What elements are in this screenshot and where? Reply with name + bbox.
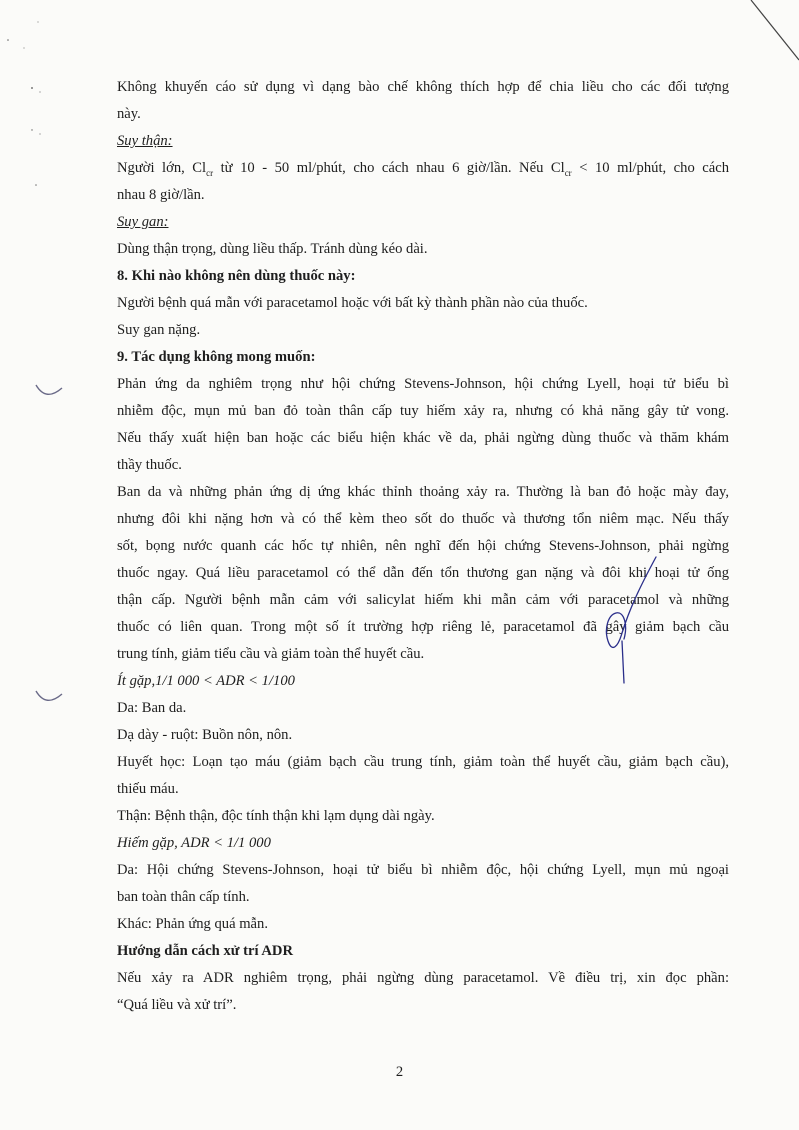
punch-hole-mark: [34, 382, 64, 404]
paragraph-line: thầy thuốc.: [117, 457, 182, 473]
paragraph: Huyết học: Loạn tạo máu (giảm bạch cầu trung tính, giảm toàn thể huyết cầu, giảm bạch cầu),: [117, 754, 729, 770]
frequency-heading-rare: Hiếm gặp, ADR < 1/1 000: [117, 835, 271, 851]
paragraph: Người lớn, $Cl_{cr}$ từ 10 - 50 ml/phút, cho cách nhau 6 giờ/lần. Nếu $Cl_{cr} < 10$ ml/phút, cho cách: [117, 160, 730, 178]
subheading-renal: Suy thận:: [117, 133, 173, 149]
frequency-heading-uncommon: Ít gặp,1/1 000 < ADR < 1/100: [117, 673, 295, 689]
paragraph: Da: Ban da.: [117, 700, 187, 716]
paragraph-line: Phản ứng da nghiêm trọng như hội chứng Stevens-Johnson, hội chứng Lyell, hoại tử biểu bì: [117, 376, 729, 392]
paragraph: Dạ dày - ruột: Buồn nôn, nôn.: [117, 727, 293, 743]
paragraph: Người bệnh quá mẫn với paracetamol hoặc với bất kỳ thành phần nào của thuốc.: [117, 295, 588, 311]
paragraph-line: thận cấp. Người bệnh mẫn cảm với salicylat hiếm khi mẫn cảm với paracetamol và những: [117, 592, 729, 608]
paragraph: Thận: Bệnh thận, độc tính thận khi lạm dụng dài ngày.: [117, 808, 435, 824]
paragraph: Dùng thận trọng, dùng liều thấp. Tránh dùng kéo dài.: [117, 241, 428, 257]
section-heading-adr: Hướng dẫn cách xử trí ADR: [117, 943, 294, 959]
paragraph: nhau 8 giờ/lần.: [117, 187, 205, 203]
punch-hole-mark: [34, 688, 64, 710]
paragraph-line: trung tính, giảm tiểu cầu và giảm toàn thể huyết cầu.: [117, 646, 425, 662]
subheading-hepatic: Suy gan:: [117, 214, 169, 230]
paragraph: “Quá liều và xử trí”.: [117, 997, 237, 1013]
page-number: 2: [395, 1064, 404, 1080]
paragraph-line: nhưng đôi khi nặng hơn và có thể kèm theo sốt do thuốc và thương tổn niêm mạc. Nếu thấy: [117, 511, 729, 527]
scan-fold-mark: [739, 0, 799, 80]
paragraph-line: Ban da và những phản ứng dị ứng khác thỉnh thoảng xảy ra. Thường là ban đỏ hoặc mày đay,: [117, 484, 729, 500]
paragraph-line: Nếu thấy xuất hiện ban hoặc các biểu hiện khác về da, phải ngừng dùng thuốc và thăm khám: [117, 430, 729, 446]
paragraph: Khác: Phản ứng quá mẫn.: [117, 916, 268, 932]
paragraph-line: sốt, bọng nước quanh các hốc tự nhiên, nên nghĩ đến hội chứng Stevens-Johnson, phải ngừng: [117, 538, 729, 554]
paragraph: thiếu máu.: [117, 781, 179, 797]
paragraph-line: thuốc có liên quan. Trong một số ít trường hợp riêng lẻ, paracetamol đã gây giảm bạch cầu: [117, 619, 729, 635]
paragraph: ban toàn thân cấp tính.: [117, 889, 250, 905]
paragraph: Nếu xảy ra ADR nghiêm trọng, phải ngừng dùng paracetamol. Về điều trị, xin đọc phần:: [117, 970, 729, 986]
paragraph-line: nhiễm độc, mụn mủ ban đỏ toàn thân cấp tuy hiếm xảy ra, nhưng có khả năng gây tử vong.: [117, 403, 729, 419]
section-heading-9: 9. Tác dụng không mong muốn:: [117, 349, 316, 365]
scan-specks: [0, 0, 60, 200]
paragraph: này.: [117, 106, 141, 122]
paragraph: Da: Hội chứng Stevens-Johnson, hoại tử biểu bì nhiễm độc, hội chứng Lyell, mụn mủ ngoại: [117, 862, 729, 878]
paragraph: Không khuyến cáo sử dụng vì dạng bào chế không thích hợp để chia liều cho các đối tượng: [117, 79, 729, 95]
document-body: [117, 74, 729, 1019]
paragraph-line: thuốc ngay. Quá liều paracetamol có thể dẫn đến tổn thương gan nặng và đôi khi hoại tử ống: [117, 565, 729, 581]
handwritten-signature: [578, 555, 668, 685]
section-heading-8: 8. Khi nào không nên dùng thuốc này:: [117, 268, 356, 284]
paragraph: Suy gan nặng.: [117, 322, 201, 338]
